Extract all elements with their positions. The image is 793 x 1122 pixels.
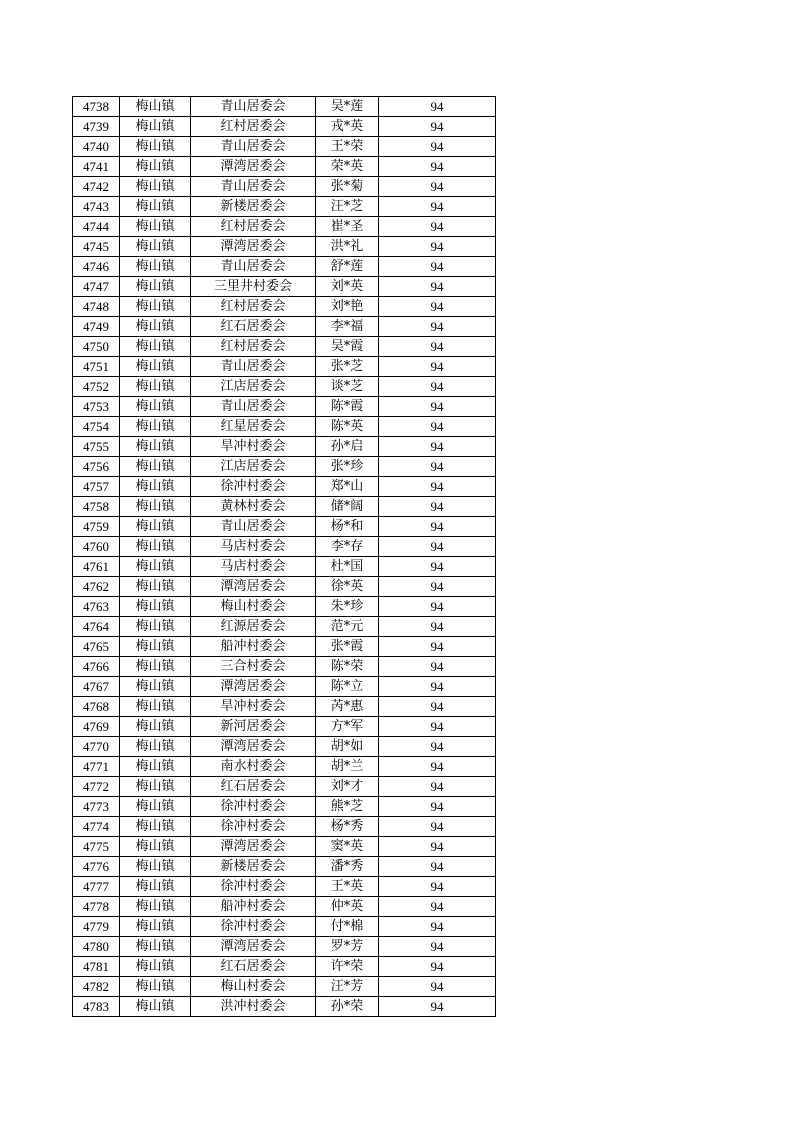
cell-town: 梅山镇 — [120, 217, 191, 237]
cell-name: 胡*兰 — [316, 757, 379, 777]
cell-id: 4760 — [73, 537, 120, 557]
cell-id: 4768 — [73, 697, 120, 717]
cell-name: 戎*英 — [316, 117, 379, 137]
cell-committee: 梅山村委会 — [191, 597, 316, 617]
cell-id: 4782 — [73, 977, 120, 997]
cell-committee: 潭湾居委会 — [191, 737, 316, 757]
table-row — [73, 517, 496, 537]
cell-committee: 梅山村委会 — [191, 977, 316, 997]
cell-score: 94 — [379, 437, 496, 457]
table-row — [73, 97, 496, 117]
cell-score: 94 — [379, 377, 496, 397]
cell-id: 4775 — [73, 837, 120, 857]
cell-id: 4772 — [73, 777, 120, 797]
table-row — [73, 357, 496, 377]
cell-id: 4770 — [73, 737, 120, 757]
table-row — [73, 617, 496, 637]
table-row — [73, 897, 496, 917]
cell-name: 杜*国 — [316, 557, 379, 577]
cell-score: 94 — [379, 117, 496, 137]
cell-committee: 江店居委会 — [191, 377, 316, 397]
table-row — [73, 537, 496, 557]
cell-id: 4744 — [73, 217, 120, 237]
cell-id: 4762 — [73, 577, 120, 597]
cell-name: 李*福 — [316, 317, 379, 337]
cell-town: 梅山镇 — [120, 97, 191, 117]
roster-table — [72, 96, 496, 1017]
cell-name: 朱*珍 — [316, 597, 379, 617]
table-row — [73, 737, 496, 757]
cell-score: 94 — [379, 877, 496, 897]
cell-score: 94 — [379, 357, 496, 377]
cell-score: 94 — [379, 697, 496, 717]
cell-committee: 南水村委会 — [191, 757, 316, 777]
cell-score: 94 — [379, 917, 496, 937]
cell-id: 4754 — [73, 417, 120, 437]
cell-id: 4764 — [73, 617, 120, 637]
cell-id: 4753 — [73, 397, 120, 417]
cell-score: 94 — [379, 457, 496, 477]
cell-score: 94 — [379, 577, 496, 597]
cell-name: 吴*莲 — [316, 97, 379, 117]
cell-name: 孙*荣 — [316, 997, 379, 1017]
cell-score: 94 — [379, 217, 496, 237]
cell-committee: 红村居委会 — [191, 297, 316, 317]
cell-town: 梅山镇 — [120, 297, 191, 317]
cell-town: 梅山镇 — [120, 597, 191, 617]
cell-town: 梅山镇 — [120, 897, 191, 917]
table-row — [73, 597, 496, 617]
table-row — [73, 177, 496, 197]
cell-id: 4773 — [73, 797, 120, 817]
cell-town: 梅山镇 — [120, 177, 191, 197]
cell-town: 梅山镇 — [120, 677, 191, 697]
cell-score: 94 — [379, 797, 496, 817]
cell-name: 舒*莲 — [316, 257, 379, 277]
cell-id: 4778 — [73, 897, 120, 917]
cell-committee: 潭湾居委会 — [191, 937, 316, 957]
cell-name: 吴*霞 — [316, 337, 379, 357]
cell-score: 94 — [379, 137, 496, 157]
cell-score: 94 — [379, 317, 496, 337]
cell-score: 94 — [379, 977, 496, 997]
cell-score: 94 — [379, 417, 496, 437]
cell-id: 4781 — [73, 957, 120, 977]
cell-name: 付*棉 — [316, 917, 379, 937]
table-row — [73, 997, 496, 1017]
table-row — [73, 757, 496, 777]
cell-id: 4776 — [73, 857, 120, 877]
cell-id: 4738 — [73, 97, 120, 117]
cell-committee: 船冲村委会 — [191, 637, 316, 657]
cell-town: 梅山镇 — [120, 737, 191, 757]
cell-name: 窦*英 — [316, 837, 379, 857]
cell-name: 范*元 — [316, 617, 379, 637]
cell-score: 94 — [379, 477, 496, 497]
cell-town: 梅山镇 — [120, 577, 191, 597]
cell-score: 94 — [379, 617, 496, 637]
cell-town: 梅山镇 — [120, 797, 191, 817]
table-row — [73, 937, 496, 957]
cell-id: 4759 — [73, 517, 120, 537]
cell-id: 4766 — [73, 657, 120, 677]
cell-id: 4750 — [73, 337, 120, 357]
cell-name: 储*阔 — [316, 497, 379, 517]
cell-name: 熊*芝 — [316, 797, 379, 817]
cell-id: 4779 — [73, 917, 120, 937]
cell-score: 94 — [379, 157, 496, 177]
cell-town: 梅山镇 — [120, 357, 191, 377]
table-row — [73, 337, 496, 357]
cell-town: 梅山镇 — [120, 557, 191, 577]
table-row — [73, 637, 496, 657]
cell-committee: 船冲村委会 — [191, 897, 316, 917]
cell-id: 4745 — [73, 237, 120, 257]
cell-committee: 新楼居委会 — [191, 857, 316, 877]
cell-id: 4747 — [73, 277, 120, 297]
cell-score: 94 — [379, 777, 496, 797]
cell-id: 4777 — [73, 877, 120, 897]
cell-id: 4746 — [73, 257, 120, 277]
table-row — [73, 117, 496, 137]
cell-score: 94 — [379, 957, 496, 977]
table-row — [73, 497, 496, 517]
cell-name: 方*军 — [316, 717, 379, 737]
cell-name: 张*珍 — [316, 457, 379, 477]
cell-name: 潘*秀 — [316, 857, 379, 877]
cell-id: 4757 — [73, 477, 120, 497]
cell-committee: 旱冲村委会 — [191, 437, 316, 457]
cell-name: 陈*荣 — [316, 657, 379, 677]
cell-score: 94 — [379, 817, 496, 837]
cell-committee: 青山居委会 — [191, 257, 316, 277]
cell-score: 94 — [379, 737, 496, 757]
table-row — [73, 977, 496, 997]
cell-score: 94 — [379, 497, 496, 517]
cell-town: 梅山镇 — [120, 877, 191, 897]
table-row — [73, 817, 496, 837]
cell-id: 4752 — [73, 377, 120, 397]
cell-town: 梅山镇 — [120, 697, 191, 717]
cell-id: 4758 — [73, 497, 120, 517]
cell-id: 4741 — [73, 157, 120, 177]
cell-id: 4771 — [73, 757, 120, 777]
cell-committee: 青山居委会 — [191, 397, 316, 417]
cell-town: 梅山镇 — [120, 477, 191, 497]
cell-name: 陈*霞 — [316, 397, 379, 417]
table-row — [73, 257, 496, 277]
cell-committee: 江店居委会 — [191, 457, 316, 477]
cell-town: 梅山镇 — [120, 857, 191, 877]
cell-town: 梅山镇 — [120, 777, 191, 797]
cell-town: 梅山镇 — [120, 117, 191, 137]
cell-name: 郑*山 — [316, 477, 379, 497]
cell-id: 4767 — [73, 677, 120, 697]
cell-committee: 徐冲村委会 — [191, 797, 316, 817]
table-row — [73, 297, 496, 317]
cell-name: 陈*立 — [316, 677, 379, 697]
cell-id: 4751 — [73, 357, 120, 377]
cell-score: 94 — [379, 97, 496, 117]
cell-score: 94 — [379, 557, 496, 577]
cell-town: 梅山镇 — [120, 637, 191, 657]
table-row — [73, 877, 496, 897]
table-row — [73, 457, 496, 477]
cell-id: 4748 — [73, 297, 120, 317]
table-row — [73, 657, 496, 677]
cell-committee: 青山居委会 — [191, 357, 316, 377]
cell-committee: 青山居委会 — [191, 137, 316, 157]
cell-id: 4769 — [73, 717, 120, 737]
table-row — [73, 677, 496, 697]
cell-town: 梅山镇 — [120, 137, 191, 157]
cell-name: 刘*艳 — [316, 297, 379, 317]
cell-score: 94 — [379, 517, 496, 537]
cell-name: 王*荣 — [316, 137, 379, 157]
cell-name: 杨*和 — [316, 517, 379, 537]
table-row — [73, 137, 496, 157]
cell-committee: 红星居委会 — [191, 417, 316, 437]
cell-committee: 潭湾居委会 — [191, 837, 316, 857]
cell-committee: 徐冲村委会 — [191, 877, 316, 897]
cell-score: 94 — [379, 337, 496, 357]
cell-id: 4756 — [73, 457, 120, 477]
cell-name: 王*英 — [316, 877, 379, 897]
cell-score: 94 — [379, 757, 496, 777]
cell-score: 94 — [379, 717, 496, 737]
cell-town: 梅山镇 — [120, 337, 191, 357]
table-row — [73, 317, 496, 337]
cell-committee: 黄林村委会 — [191, 497, 316, 517]
cell-town: 梅山镇 — [120, 757, 191, 777]
cell-committee: 红村居委会 — [191, 117, 316, 137]
cell-name: 张*霞 — [316, 637, 379, 657]
cell-committee: 三合村委会 — [191, 657, 316, 677]
cell-town: 梅山镇 — [120, 997, 191, 1017]
cell-score: 94 — [379, 657, 496, 677]
table-row — [73, 957, 496, 977]
cell-town: 梅山镇 — [120, 377, 191, 397]
cell-name: 张*菊 — [316, 177, 379, 197]
table-row — [73, 437, 496, 457]
cell-name: 崔*圣 — [316, 217, 379, 237]
table-row — [73, 157, 496, 177]
table-row — [73, 217, 496, 237]
cell-committee: 徐冲村委会 — [191, 817, 316, 837]
cell-name: 杨*秀 — [316, 817, 379, 837]
cell-committee: 徐冲村委会 — [191, 477, 316, 497]
cell-name: 仲*英 — [316, 897, 379, 917]
table-row — [73, 377, 496, 397]
cell-id: 4742 — [73, 177, 120, 197]
table-body — [73, 97, 496, 1017]
cell-name: 罗*芳 — [316, 937, 379, 957]
cell-committee: 红村居委会 — [191, 217, 316, 237]
table-row — [73, 857, 496, 877]
table-row — [73, 697, 496, 717]
cell-score: 94 — [379, 177, 496, 197]
cell-id: 4743 — [73, 197, 120, 217]
cell-score: 94 — [379, 637, 496, 657]
cell-town: 梅山镇 — [120, 717, 191, 737]
cell-town: 梅山镇 — [120, 937, 191, 957]
table-row — [73, 557, 496, 577]
cell-town: 梅山镇 — [120, 917, 191, 937]
cell-score: 94 — [379, 197, 496, 217]
cell-committee: 潭湾居委会 — [191, 157, 316, 177]
cell-score: 94 — [379, 257, 496, 277]
cell-committee: 洪冲村委会 — [191, 997, 316, 1017]
cell-id: 4783 — [73, 997, 120, 1017]
cell-town: 梅山镇 — [120, 537, 191, 557]
cell-name: 刘*英 — [316, 277, 379, 297]
cell-town: 梅山镇 — [120, 417, 191, 437]
cell-name: 洪*礼 — [316, 237, 379, 257]
cell-id: 4774 — [73, 817, 120, 837]
cell-score: 94 — [379, 277, 496, 297]
cell-name: 谈*芝 — [316, 377, 379, 397]
cell-id: 4761 — [73, 557, 120, 577]
cell-committee: 三里井村委会 — [191, 277, 316, 297]
cell-score: 94 — [379, 897, 496, 917]
cell-id: 4763 — [73, 597, 120, 617]
cell-committee: 红石居委会 — [191, 317, 316, 337]
cell-town: 梅山镇 — [120, 977, 191, 997]
cell-town: 梅山镇 — [120, 317, 191, 337]
table-row — [73, 777, 496, 797]
cell-score: 94 — [379, 937, 496, 957]
table-row — [73, 917, 496, 937]
cell-town: 梅山镇 — [120, 157, 191, 177]
cell-score: 94 — [379, 837, 496, 857]
cell-town: 梅山镇 — [120, 817, 191, 837]
cell-id: 4780 — [73, 937, 120, 957]
table-row — [73, 277, 496, 297]
cell-committee: 潭湾居委会 — [191, 577, 316, 597]
cell-committee: 青山居委会 — [191, 517, 316, 537]
table-row — [73, 237, 496, 257]
cell-town: 梅山镇 — [120, 497, 191, 517]
cell-name: 徐*英 — [316, 577, 379, 597]
table-row — [73, 797, 496, 817]
cell-town: 梅山镇 — [120, 437, 191, 457]
cell-committee: 红村居委会 — [191, 337, 316, 357]
cell-name: 张*芝 — [316, 357, 379, 377]
table-row — [73, 417, 496, 437]
table-row — [73, 577, 496, 597]
cell-name: 李*存 — [316, 537, 379, 557]
cell-town: 梅山镇 — [120, 257, 191, 277]
cell-score: 94 — [379, 297, 496, 317]
cell-id: 4740 — [73, 137, 120, 157]
cell-name: 胡*如 — [316, 737, 379, 757]
cell-name: 陈*英 — [316, 417, 379, 437]
cell-town: 梅山镇 — [120, 397, 191, 417]
cell-score: 94 — [379, 857, 496, 877]
table-row — [73, 197, 496, 217]
cell-town: 梅山镇 — [120, 657, 191, 677]
cell-committee: 马店村委会 — [191, 537, 316, 557]
cell-id: 4765 — [73, 637, 120, 657]
cell-committee: 红石居委会 — [191, 777, 316, 797]
cell-town: 梅山镇 — [120, 237, 191, 257]
cell-score: 94 — [379, 997, 496, 1017]
cell-committee: 青山居委会 — [191, 177, 316, 197]
cell-town: 梅山镇 — [120, 837, 191, 857]
cell-committee: 新楼居委会 — [191, 197, 316, 217]
cell-committee: 青山居委会 — [191, 97, 316, 117]
table-row — [73, 717, 496, 737]
cell-name: 芮*惠 — [316, 697, 379, 717]
cell-committee: 潭湾居委会 — [191, 237, 316, 257]
cell-score: 94 — [379, 677, 496, 697]
cell-town: 梅山镇 — [120, 517, 191, 537]
cell-committee: 徐冲村委会 — [191, 917, 316, 937]
cell-town: 梅山镇 — [120, 277, 191, 297]
cell-score: 94 — [379, 597, 496, 617]
cell-score: 94 — [379, 537, 496, 557]
cell-town: 梅山镇 — [120, 197, 191, 217]
cell-score: 94 — [379, 237, 496, 257]
cell-name: 汪*芳 — [316, 977, 379, 997]
cell-score: 94 — [379, 397, 496, 417]
cell-town: 梅山镇 — [120, 617, 191, 637]
cell-town: 梅山镇 — [120, 957, 191, 977]
table-row — [73, 477, 496, 497]
cell-name: 许*荣 — [316, 957, 379, 977]
cell-id: 4749 — [73, 317, 120, 337]
cell-town: 梅山镇 — [120, 457, 191, 477]
cell-name: 刘*才 — [316, 777, 379, 797]
cell-id: 4739 — [73, 117, 120, 137]
cell-id: 4755 — [73, 437, 120, 457]
cell-committee: 红石居委会 — [191, 957, 316, 977]
cell-committee: 新河居委会 — [191, 717, 316, 737]
cell-committee: 潭湾居委会 — [191, 677, 316, 697]
table-row — [73, 837, 496, 857]
cell-committee: 旱冲村委会 — [191, 697, 316, 717]
cell-committee: 马店村委会 — [191, 557, 316, 577]
cell-name: 孙*启 — [316, 437, 379, 457]
table-row — [73, 397, 496, 417]
cell-committee: 红源居委会 — [191, 617, 316, 637]
cell-name: 汪*芝 — [316, 197, 379, 217]
cell-name: 荣*英 — [316, 157, 379, 177]
